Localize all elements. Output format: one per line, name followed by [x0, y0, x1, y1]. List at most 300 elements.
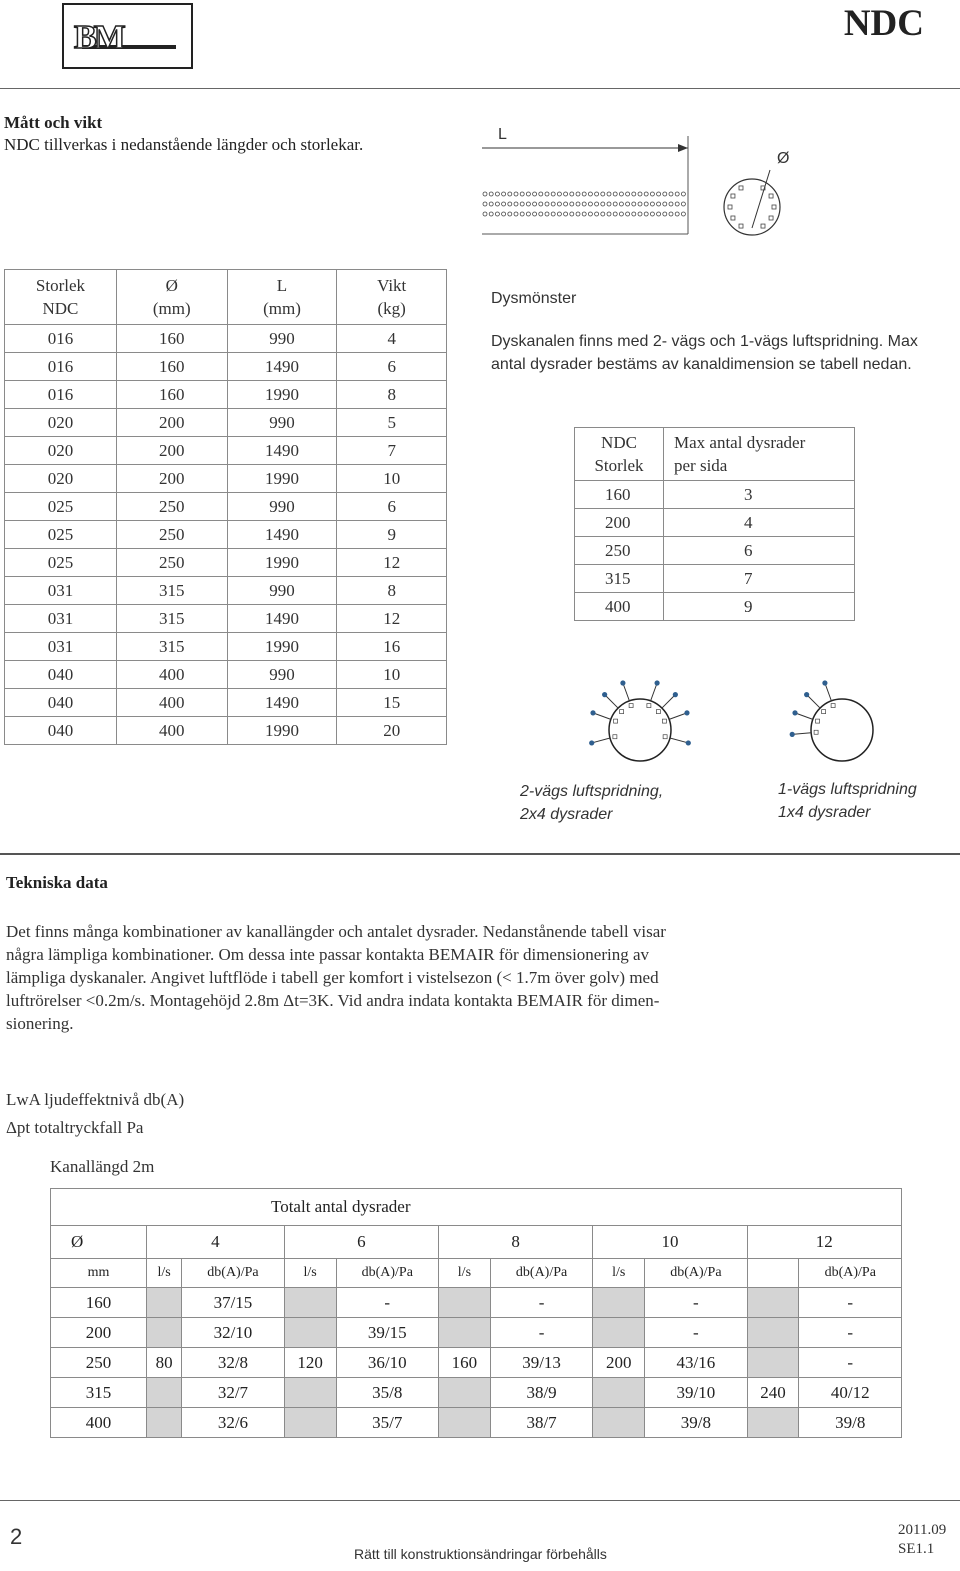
nozzle-dot	[514, 202, 518, 206]
size-cell: 1490	[227, 353, 337, 381]
size-cell: 1490	[227, 605, 337, 633]
nozzle-dot	[508, 202, 512, 206]
nozzle-dot	[669, 192, 673, 196]
perf-cell	[147, 1288, 182, 1318]
nozzle-dot	[539, 212, 543, 216]
size-row	[5, 549, 447, 577]
size-cell: 12	[337, 605, 447, 633]
nozzle-mark	[614, 719, 618, 723]
perf-cell: 38/7	[490, 1408, 592, 1438]
nozzle-arrow-line	[623, 683, 629, 701]
size-cell: 020	[5, 409, 117, 437]
nozzle-row	[575, 565, 855, 593]
perf-cell: 40/12	[799, 1378, 902, 1408]
nozzle-dot	[601, 202, 605, 206]
nozzle-dot	[681, 212, 685, 216]
size-cell: 990	[227, 493, 337, 521]
size-cell: 1990	[227, 465, 337, 493]
perf-cell: 39/8	[645, 1408, 747, 1438]
size-row	[5, 521, 447, 549]
nozzle-dot	[483, 212, 487, 216]
nozzle-max-cell: 4	[664, 509, 855, 537]
nozzle-dot	[595, 212, 599, 216]
nozzle-arrow-head	[589, 740, 594, 745]
nozzle-arrow-line	[670, 738, 688, 743]
perf-cell: 35/7	[336, 1408, 438, 1438]
nozzle-dot	[564, 202, 568, 206]
size-cell: 1490	[227, 689, 337, 717]
size-cell: 15	[337, 689, 447, 717]
nozzle-dot	[632, 212, 636, 216]
nozzle-arrow-head	[590, 710, 595, 715]
footer-meta	[898, 1521, 946, 1559]
size-cell: 1990	[227, 633, 337, 661]
size-cell: 025	[5, 521, 117, 549]
nozzle-dot	[657, 212, 661, 216]
nozzle-dot	[495, 212, 499, 216]
perf-count-10: 10	[593, 1226, 747, 1259]
perf-cell: 32/6	[182, 1408, 284, 1438]
size-cell: 7	[337, 437, 447, 465]
nozzle-dot	[557, 212, 561, 216]
nozzle-dot	[675, 192, 679, 196]
perf-cell: 39/10	[645, 1378, 747, 1408]
nozzle-dot	[644, 212, 648, 216]
perf-cell: 240	[747, 1378, 799, 1408]
nozzle-dot	[564, 212, 568, 216]
size-cell: 160	[116, 381, 227, 409]
size-cell: 4	[337, 325, 447, 353]
footer-code: SE1.1	[898, 1541, 935, 1557]
ring-nozzle-mark	[772, 205, 776, 209]
size-cell: 10	[337, 661, 447, 689]
size-row	[5, 661, 447, 689]
nozzle-size-cell: 160	[575, 481, 664, 509]
perf-cell: 32/8	[182, 1348, 284, 1378]
size-cell: 016	[5, 353, 117, 381]
size-cell: 025	[5, 549, 117, 577]
nozzle-size-cell: 250	[575, 537, 664, 565]
perf-cell: -	[490, 1318, 592, 1348]
perf-cell: -	[645, 1288, 747, 1318]
nozzle-dot	[638, 212, 642, 216]
perf-cell	[747, 1348, 799, 1378]
nozzle-dot	[545, 212, 549, 216]
perf-count-12: 12	[747, 1226, 901, 1259]
size-cell: 990	[227, 409, 337, 437]
size-cell: 1990	[227, 381, 337, 409]
nozzle-dot	[650, 192, 654, 196]
nozzle-dot	[483, 202, 487, 206]
size-cell: 016	[5, 381, 117, 409]
size-cell: 8	[337, 577, 447, 605]
perf-cell	[284, 1408, 336, 1438]
nozzle-mark	[620, 710, 624, 714]
perf-count-4: 4	[147, 1226, 285, 1259]
nozzle-dot	[632, 202, 636, 206]
size-cell: 016	[5, 325, 117, 353]
nozzle-dot	[588, 212, 592, 216]
nozzle-dot	[551, 192, 555, 196]
size-row	[5, 325, 447, 353]
nozzle-dot	[576, 202, 580, 206]
nozzle-dot	[508, 192, 512, 196]
perf-cell: 120	[284, 1348, 336, 1378]
size-row	[5, 689, 447, 717]
size-cell: 200	[116, 437, 227, 465]
size-table	[4, 269, 447, 745]
perf-cell	[284, 1318, 336, 1348]
nozzle-dot	[576, 192, 580, 196]
nozzle-dot	[650, 202, 654, 206]
nozzle-dot	[545, 202, 549, 206]
size-cell: 10	[337, 465, 447, 493]
perf-cell: 80	[147, 1348, 182, 1378]
size-cell: 250	[116, 549, 227, 577]
nozzle-arrow-line	[651, 683, 657, 701]
size-row	[5, 717, 447, 745]
nozzle-dot	[489, 212, 493, 216]
nozzle-dot	[539, 192, 543, 196]
nozzle-pattern-heading: Dysmönster	[491, 290, 577, 307]
caption-2way: 2-vägs luftspridning, 2x4 dysrader	[520, 783, 664, 823]
nozzle-dot	[551, 212, 555, 216]
nozzle-dot	[557, 202, 561, 206]
nozzle-dot	[657, 202, 661, 206]
perf-cell: 315	[51, 1378, 147, 1408]
perf-cell: 200	[51, 1318, 147, 1348]
nozzle-max-cell: 9	[664, 593, 855, 621]
nozzle-dot	[626, 192, 630, 196]
nozzle-arrow-line	[592, 738, 610, 743]
intro-heading: Mått och vikt	[4, 113, 103, 132]
size-cell: 315	[116, 633, 227, 661]
perf-row	[51, 1318, 902, 1348]
footer-divider	[0, 1500, 960, 1501]
nozzle-arrow-head	[602, 692, 607, 697]
nozzle-dot	[495, 192, 499, 196]
nozzle-dot	[570, 192, 574, 196]
nozzle-dot	[582, 202, 586, 206]
nozzle-arrow-head	[686, 740, 691, 745]
perf-cell: 36/10	[336, 1348, 438, 1378]
nozzle-dot	[526, 212, 530, 216]
nozzle-arrow-head	[655, 680, 660, 685]
nozzle-dot	[638, 202, 642, 206]
section-divider	[0, 853, 960, 855]
two-way-nozzle-arrows	[589, 680, 691, 745]
perf-row	[51, 1288, 902, 1318]
nozzle-max-cell: 7	[664, 565, 855, 593]
perf-cell	[593, 1318, 645, 1348]
nozzle-dot	[675, 212, 679, 216]
perf-count-6: 6	[284, 1226, 438, 1259]
nozzle-dot	[613, 192, 617, 196]
perf-cell: 400	[51, 1408, 147, 1438]
perf-unit-cell: mm	[51, 1259, 147, 1288]
perf-units-row	[51, 1259, 902, 1288]
footer-note: Rätt till konstruktionsändringar förbehålls	[354, 1546, 607, 1562]
technical-heading: Tekniska data	[6, 873, 108, 892]
size-row	[5, 381, 447, 409]
perf-diameter-label: Ø	[51, 1226, 147, 1259]
ring-nozzle-mark	[739, 224, 743, 228]
nozzle-dot	[564, 192, 568, 196]
size-cell: 020	[5, 437, 117, 465]
size-row	[5, 465, 447, 493]
perf-cell: 32/10	[182, 1318, 284, 1348]
intro-text: NDC tillverkas i nedanstående längder och storlekar.	[4, 135, 364, 154]
perf-cell	[593, 1408, 645, 1438]
size-row	[5, 605, 447, 633]
nozzle-dot	[619, 212, 623, 216]
perf-cell: 200	[593, 1348, 645, 1378]
nozzle-dot	[533, 202, 537, 206]
nozzle-arrow-line	[669, 713, 687, 719]
nozzle-dot	[619, 202, 623, 206]
nozzle-dot	[533, 212, 537, 216]
nozzle-mark	[647, 704, 651, 708]
nozzle-dot	[619, 192, 623, 196]
nozzle-dot	[681, 192, 685, 196]
nozzle-size-cell: 400	[575, 593, 664, 621]
duct-diagram	[470, 110, 810, 250]
nozzle-row	[575, 593, 855, 621]
nozzle-mark	[814, 730, 818, 734]
size-cell: 160	[116, 353, 227, 381]
nozzle-arrow-head	[673, 692, 678, 697]
perf-cell: 32/7	[182, 1378, 284, 1408]
nozzle-dot	[508, 212, 512, 216]
footer-date: 2011.09	[898, 1522, 947, 1538]
size-cell: 040	[5, 661, 117, 689]
perf-cell: -	[799, 1288, 902, 1318]
perf-cell: 39/13	[490, 1348, 592, 1378]
nozzle-arrow-head	[684, 710, 689, 715]
nozzle-dot	[595, 202, 599, 206]
nozzle-dot	[489, 192, 493, 196]
size-cell: 400	[116, 661, 227, 689]
nozzle-dot	[681, 202, 685, 206]
perf-cell	[147, 1378, 182, 1408]
size-header-storlek: Storlek NDC	[5, 270, 117, 325]
nozzle-dot	[607, 202, 611, 206]
size-row	[5, 353, 447, 381]
nozzle-dot	[514, 212, 518, 216]
nozzle-row	[575, 481, 855, 509]
perf-unit-cell: db(A)/Pa	[799, 1259, 902, 1288]
length-label: L	[498, 126, 507, 143]
size-cell: 025	[5, 493, 117, 521]
performance-table	[50, 1188, 902, 1438]
nozzle-rows-table	[574, 427, 855, 621]
nozzle-row	[575, 537, 855, 565]
nozzle-dot	[502, 212, 506, 216]
nozzle-header-max: Max antal dysrader per sida	[664, 428, 855, 481]
size-cell: 250	[116, 493, 227, 521]
nozzle-dot	[607, 192, 611, 196]
nozzle-dot	[545, 192, 549, 196]
nozzle-dot	[663, 192, 667, 196]
perf-row	[51, 1408, 902, 1438]
size-cell: 16	[337, 633, 447, 661]
perf-cell: 160	[438, 1348, 490, 1378]
size-cell: 8	[337, 381, 447, 409]
size-cell: 315	[116, 577, 227, 605]
nozzle-dot	[582, 192, 586, 196]
perf-cell: -	[799, 1318, 902, 1348]
size-cell: 031	[5, 633, 117, 661]
perf-cell: 39/15	[336, 1318, 438, 1348]
nozzle-dot	[644, 192, 648, 196]
two-way-diagram	[585, 680, 705, 780]
size-cell: 1490	[227, 521, 337, 549]
nozzle-dot	[551, 202, 555, 206]
perf-cell	[438, 1408, 490, 1438]
perf-cell	[147, 1408, 182, 1438]
nozzle-dot	[570, 202, 574, 206]
nozzle-arrow-head	[790, 732, 795, 737]
perf-title: Totalt antal dysrader	[51, 1189, 902, 1226]
nozzle-dot	[514, 192, 518, 196]
size-cell: 200	[116, 465, 227, 493]
size-cell: 400	[116, 717, 227, 745]
nozzle-dot	[607, 212, 611, 216]
nozzle-dot	[582, 212, 586, 216]
nozzle-dot	[520, 212, 524, 216]
legend-dpt: Δpt totaltryckfall Pa	[6, 1118, 144, 1137]
size-cell: 990	[227, 577, 337, 605]
legend-lwa: LwA ljudeffektnivå db(A)	[6, 1090, 185, 1109]
nozzle-dot	[632, 192, 636, 196]
circle-nozzle-marks	[728, 186, 776, 228]
perf-cell: -	[336, 1288, 438, 1318]
nozzle-dot	[657, 192, 661, 196]
nozzle-mark	[663, 735, 667, 739]
perf-unit-cell: db(A)/Pa	[490, 1259, 592, 1288]
nozzle-dot	[626, 212, 630, 216]
size-cell: 6	[337, 353, 447, 381]
nozzle-arrow-head	[620, 680, 625, 685]
perf-cell	[747, 1288, 799, 1318]
perf-row	[51, 1348, 902, 1378]
nozzle-dot	[526, 202, 530, 206]
size-cell: 5	[337, 409, 447, 437]
nozzle-max-cell: 3	[664, 481, 855, 509]
nozzle-dot	[502, 192, 506, 196]
size-cell: 250	[116, 521, 227, 549]
perf-unit-cell: l/s	[284, 1259, 336, 1288]
nozzle-header-size: NDC Storlek	[575, 428, 664, 481]
nozzle-arrow-line	[662, 695, 675, 708]
duct-length-label: Kanallängd 2m	[50, 1157, 155, 1176]
size-cell: 400	[116, 689, 227, 717]
nozzle-dot	[669, 202, 673, 206]
perf-cell	[284, 1288, 336, 1318]
size-header-weight: Vikt (kg)	[337, 270, 447, 325]
size-cell: 20	[337, 717, 447, 745]
size-cell: 315	[116, 605, 227, 633]
nozzle-dot	[502, 202, 506, 206]
size-row	[5, 493, 447, 521]
nozzle-pattern-text: Dyskanalen finns med 2- vägs och 1-vägs luftspridning. Max antal dysrader bestäms av kanaldimension se tabell nedan.	[491, 333, 918, 373]
nozzle-dot	[669, 212, 673, 216]
perf-cell: 250	[51, 1348, 147, 1378]
nozzle-dot	[483, 192, 487, 196]
ring-nozzle-mark	[769, 216, 773, 220]
perf-unit-cell: db(A)/Pa	[336, 1259, 438, 1288]
ring-nozzle-mark	[739, 186, 743, 190]
legend	[6, 1086, 184, 1142]
nozzle-arrow-line	[825, 683, 831, 701]
perf-cell: 38/9	[490, 1378, 592, 1408]
size-cell: 1990	[227, 717, 337, 745]
size-cell: 990	[227, 661, 337, 689]
nozzle-dot	[576, 212, 580, 216]
size-cell: 031	[5, 605, 117, 633]
nozzle-dot	[570, 212, 574, 216]
nozzle-arrow-line	[792, 733, 811, 735]
one-way-diagram	[780, 680, 900, 780]
nozzle-mark	[613, 735, 617, 739]
size-header-diameter: Ø (mm)	[116, 270, 227, 325]
perf-cell: 35/8	[336, 1378, 438, 1408]
perf-cell: -	[645, 1318, 747, 1348]
nozzle-dot	[526, 192, 530, 196]
perf-cell: -	[799, 1348, 902, 1378]
nozzle-mark	[831, 704, 835, 708]
perf-unit-cell: l/s	[593, 1259, 645, 1288]
perf-unit-cell: db(A)/Pa	[645, 1259, 747, 1288]
perf-cell	[747, 1408, 799, 1438]
nozzle-dot	[638, 192, 642, 196]
perf-row	[51, 1378, 902, 1408]
nozzle-size-cell: 315	[575, 565, 664, 593]
nozzle-size-cell: 200	[575, 509, 664, 537]
nozzle-dot	[663, 212, 667, 216]
nozzle-dot	[533, 192, 537, 196]
size-cell: 040	[5, 689, 117, 717]
nozzle-dot	[588, 202, 592, 206]
nozzle-dot	[663, 202, 667, 206]
page-title: NDC	[843, 3, 924, 44]
perf-cell: 43/16	[645, 1348, 747, 1378]
perf-cell: 39/8	[799, 1408, 902, 1438]
technical-text: Det finns många kombinationer av kanallängder och antalet dysrader. Nedanstånende tabell visar några lämpliga kombinationer. Om dessa inte passar kontakta BEMAIR för dimensionering av lämpliga dyskanaler. Angivet luftflöde i tabell ger komfort i vistelsezon (< 1.7m över golv) med luftrörelser <0.2m/s. Montagehöjd 2.8m Δt=3K. Vid andra indata kontakta BEMAIR för dimen- sionering.	[6, 922, 666, 1033]
nozzle-dot	[601, 192, 605, 196]
nozzle-dot	[489, 202, 493, 206]
nozzle-dot	[601, 212, 605, 216]
perf-cell: -	[490, 1288, 592, 1318]
perf-cell	[284, 1378, 336, 1408]
nozzle-dot	[613, 212, 617, 216]
bm-logo	[62, 3, 193, 69]
perf-cell	[747, 1318, 799, 1348]
ring-nozzle-mark	[769, 194, 773, 198]
nozzle-dot	[557, 192, 561, 196]
nozzle-dot-rows	[483, 192, 685, 216]
nozzle-mark	[656, 710, 660, 714]
nozzle-dot	[626, 202, 630, 206]
size-cell: 020	[5, 465, 117, 493]
ring-nozzle-mark	[728, 205, 732, 209]
header-divider	[0, 88, 960, 89]
size-cell: 040	[5, 717, 117, 745]
nozzle-max-cell: 6	[664, 537, 855, 565]
size-cell: 1490	[227, 437, 337, 465]
size-cell: 6	[337, 493, 447, 521]
nozzle-arrow-line	[807, 695, 820, 708]
